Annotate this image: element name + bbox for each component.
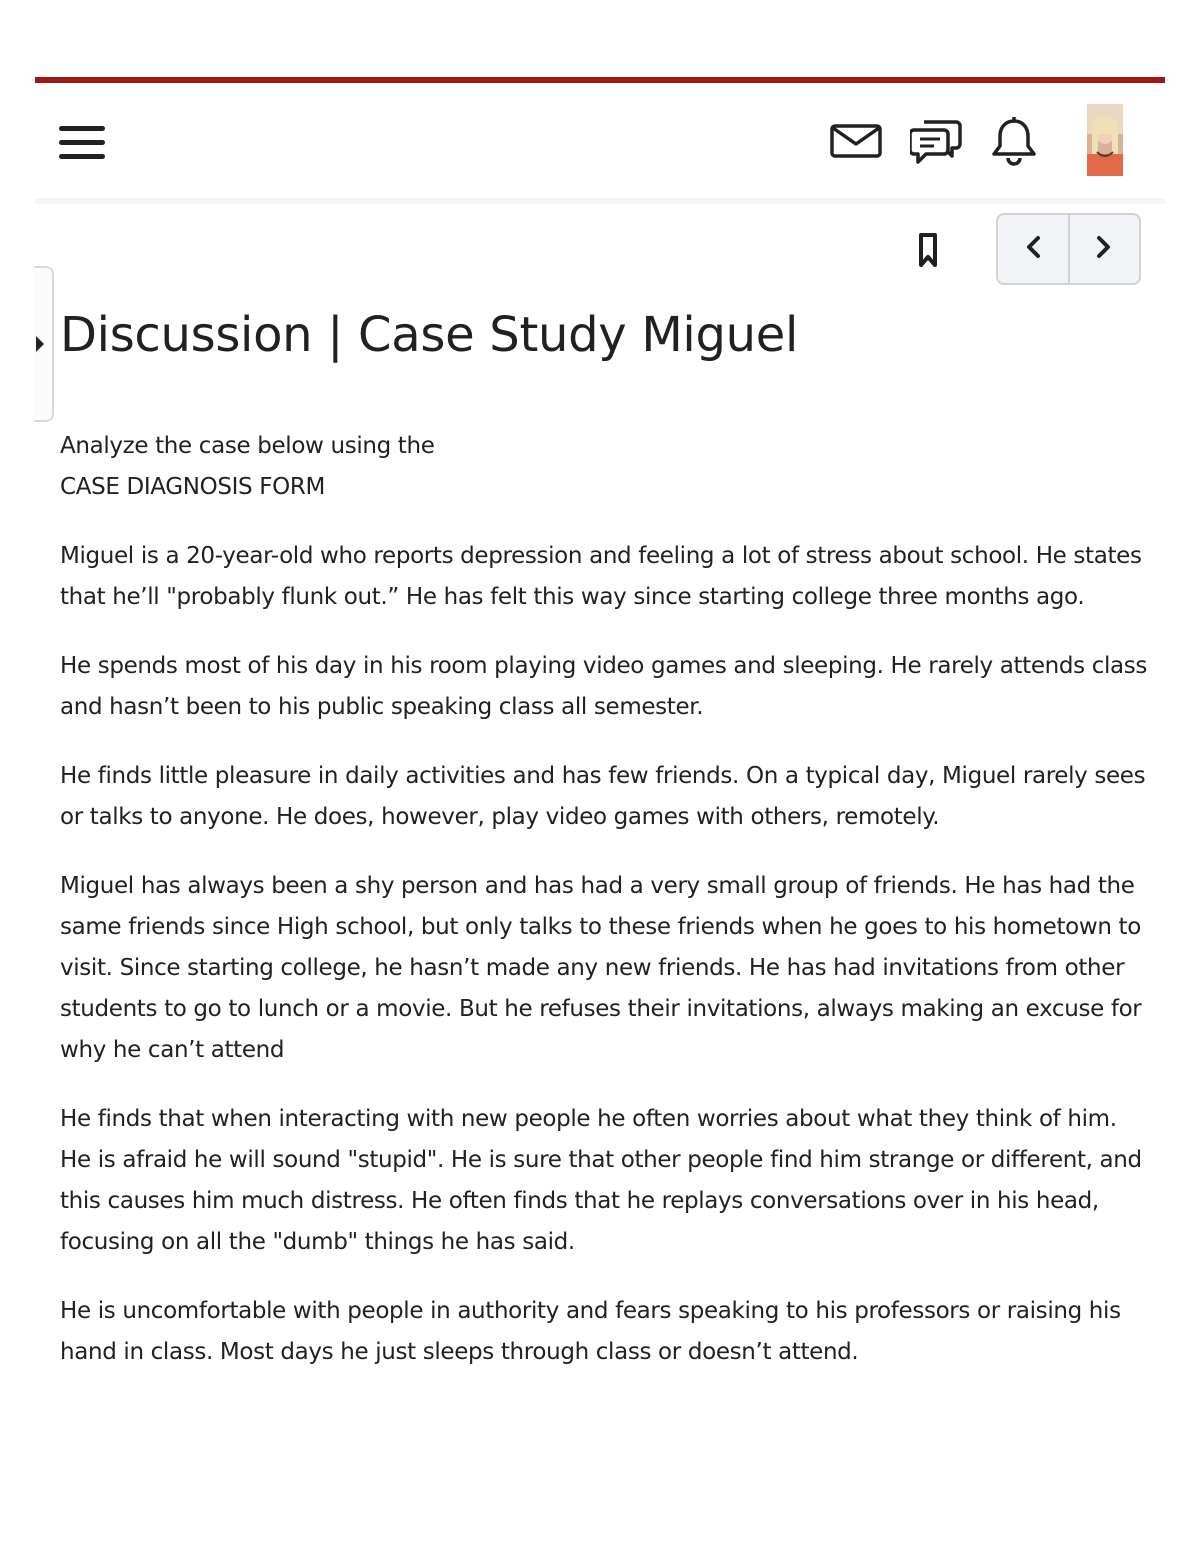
intro-line: Analyze the case below using the [60,433,435,459]
form-name: CASE DIAGNOSIS FORM [60,474,325,500]
side-panel-toggle[interactable] [34,266,54,422]
intro-text [60,426,1150,508]
case-paragraph: He finds little pleasure in daily activities and has few friends. On a typical day, Miguel rarely sees or talks to anyone. He does, however, play video games with others, remotely. [60,763,1146,830]
bell-icon[interactable] [986,111,1042,171]
case-paragraph: Miguel has always been a shy person and has had a very small group of friends. He has had the same friends since High school, but only talks to these friends when he goes to his hometown to visit. Since starting college, he hasn’t made any new friends. He has had invitations from other students to go to lunch or a movie. But he refuses their invitations, always making an excuse for why he can’t attend [60,873,1142,1063]
topic-content [60,426,1150,1401]
case-paragraph: He finds that when interacting with new people he often worries about what they think of him. He is afraid he will sound "stupid". He is sure that other people find him strange or different, and this causes him much distress. He often finds that he replays conversations over in his head, focusing on all the "dumb" things he has said. [60,1106,1142,1255]
envelope-icon[interactable] [828,111,884,171]
case-paragraph: Miguel is a 20-year-old who reports depression and feeling a lot of stress about school. He states that he’ll "probably flunk out.” He has felt this way since starting college three months ago. [60,543,1142,610]
top-navbar [35,83,1165,200]
hamburger-menu-icon[interactable] [57,123,107,163]
case-paragraph: He spends most of his day in his room playing video games and sleeping. He rarely attends class and hasn’t been to his public speaking class all semester. [60,653,1148,720]
chevron-left-icon [1025,235,1041,263]
next-topic-button[interactable] [1068,215,1140,283]
page-title: Discussion | Case Study Miguel [60,307,799,363]
topic-pager [996,213,1141,285]
chat-bubbles-icon[interactable] [908,111,964,171]
case-paragraph: He is uncomfortable with people in authority and fears speaking to his professors or raising his hand in class. Most days he just sleeps through class or doesn’t attend. [60,1298,1121,1365]
caret-right-icon [36,336,44,352]
chevron-right-icon [1096,235,1112,263]
bookmark-icon[interactable] [908,226,948,274]
user-avatar[interactable] [1087,104,1123,176]
navbar-divider [35,198,1165,204]
previous-topic-button[interactable] [998,215,1068,283]
